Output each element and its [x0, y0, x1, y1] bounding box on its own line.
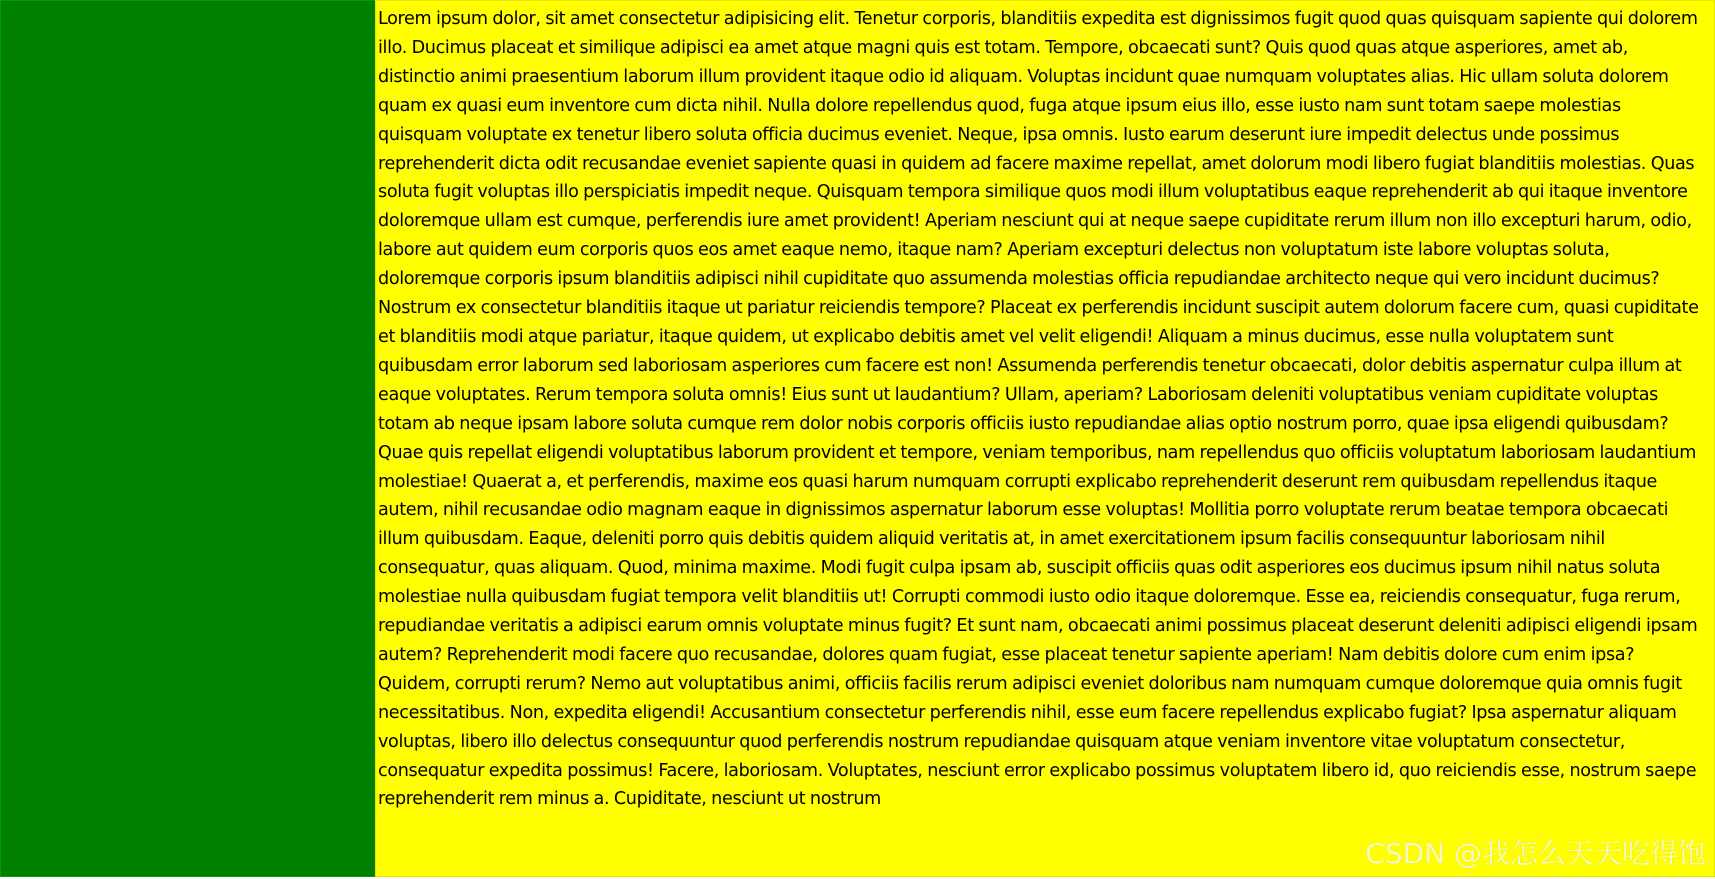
- yellow-content-area: [375, 0, 1715, 877]
- watermark-text: CSDN @我怎么天天吃得饱: [1365, 837, 1706, 870]
- lorem-paragraph: Lorem ipsum dolor, sit amet consectetur adipisicing elit. Tenetur corporis, blanditiis expedita est dignissimos fugit quod quas quisquam sapiente qui dolorem illo. Ducimus placeat et similique adipisci ea amet atque magni quis est totam. Tempore, obcaecati sunt? Quis quod quas atque asperiores, amet ab, distinctio animi praesentium laborum illum provident itaque odio id aliquam. Voluptas incidunt quae numquam voluptates alias. Hic ullam soluta dolorem quam ex quasi eum inventore cum dicta nihil. Nulla dolore repellendus quod, fuga atque ipsum eius illo, esse iusto nam sunt totam saepe molestias quisquam voluptate ex tenetur libero soluta officia ducimus eveniet. Neque, ipsa omnis. Iusto earum deserunt iure impedit delectus unde possimus reprehenderit dicta odit recusandae eveniet sapiente quasi in quidem ad facere maxime repellat, amet dolorum modi libero fugiat blanditiis molestias. Quas soluta fugit voluptas illo perspiciatis impedit neque. Quisquam tempora similique quos modi illum voluptatibus eaque reprehenderit ab qui itaque inventore doloremque ullam est cumque, perferendis iure amet provident! Aperiam nesciunt qui at neque saepe cupiditate rerum illum non illo excepturi harum, odio, labore aut quidem eum corporis quos eos amet eaque nemo, itaque nam? Aperiam excepturi delectus non voluptatum iste labore voluptas soluta, doloremque corporis ipsum blanditiis adipisci nihil cupiditate quo assumenda molestias officia repudiandae architecto neque qui vero incidunt ducimus? Nostrum ex consectetur blanditiis itaque ut pariatur reiciendis tempore? Placeat ex perferendis incidunt suscipit autem dolorum facere cum, quasi cupiditate et blanditiis modi atque pariatur, itaque quidem, ut explicabo debitis amet vel velit eligendi! Aliquam a minus ducimus, esse nulla voluptatem sunt quibusdam error laborum sed laboriosam asperiores cum facere est non! Assumenda perferendis tenetur obcaecati, dolor debitis aspernatur culpa illum at eaque voluptates. Rerum tempora soluta omnis! Eius sunt ut laudantium? Ullam, aperiam? Laboriosam deleniti voluptatibus veniam cupiditate voluptas totam ab neque ipsam labore soluta cumque rem dolor nobis corporis officiis iusto repudiandae alias optio nostrum porro, quae ipsa eligendi quibusdam? Quae quis repellat eligendi voluptatibus laborum provident et tempore, veniam temporibus, nam repellendus quo officiis voluptatum laboriosam laudantium molestiae! Quaerat a, et perferendis, maxime eos quasi harum numquam corrupti explicabo reprehenderit deserunt rem quibusdam repellendus itaque autem, nihil recusandae odio magnam eaque in dignissimos aspernatur laborum esse voluptas! Mollitia porro voluptate rerum beatae tempora obcaecati illum quibusdam. Eaque, deleniti porro quis debitis quidem aliquid veritatis at, in amet exercitationem ipsum facilis consequuntur laboriosam nihil consequatur, quas aliquam. Quod, minima maxime. Modi fugit culpa ipsam ab, suscipit officiis quas odit asperiores eos ducimus ipsum nihil natus soluta molestiae nulla quibusdam fugiat tempora velit blanditiis ut! Corrupti commodi iusto odio itaque doloremque. Esse ea, reiciendis consequatur, fuga rerum, repudiandae veritatis a adipisci earum omnis voluptate minus fugit? Et sunt nam, obcaecati animi possimus placeat deserunt deleniti adipisci eligendi ipsam autem? Reprehenderit modi facere quo recusandae, dolores quam fugiat, esse placeat tenetur sapiente aperiam! Nam debitis dolore cum enim ipsa? Quidem, corrupti rerum? Nemo aut voluptatibus animi, officiis facilis rerum adipisci eveniet doloribus nam numquam cumque doloremque quia omnis fugit necessitatibus. Non, expedita eligendi! Accusantium consectetur perferendis nihil, esse eum facere repellendus explicabo fugiat? Ipsa aspernatur aliquam voluptas, libero illo delectus consequuntur quod perferendis nostrum repudiandae quisquam atque veniam inventore vitae voluptatum consectetur, consequatur expedita possimus! Facere, laboriosam. Voluptates, nesciunt error explicabo possimus voluptatem libero id, quo reiciendis esse, nostrum saepe reprehenderit rem minus a. Cupiditate, nesciunt ut nostrum: [378, 9, 1699, 810]
- green-sidebar: [0, 0, 375, 877]
